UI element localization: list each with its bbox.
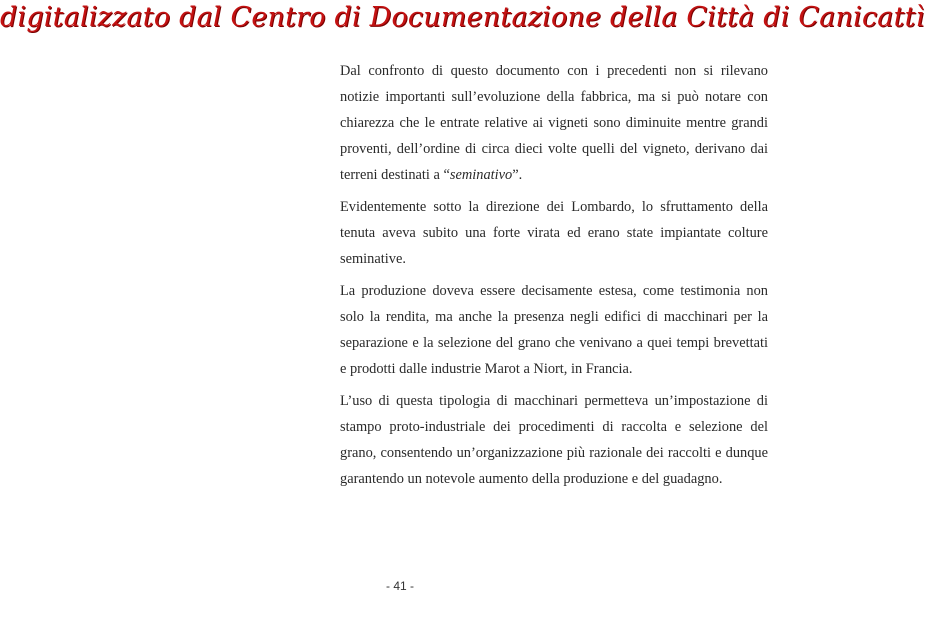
document-body: [340, 58, 768, 498]
paragraph-4: L’uso di questa tipologia di macchinari permetteva un’impostazione di stampo proto-industriale dei procedimenti di raccolta e selezione del grano, consentendo un’organizzazione più razionale dei raccolti e dunque garantendo un notevole aumento della produzione e del guadagno.: [340, 393, 768, 487]
paragraph-3: La produzione doveva essere decisamente estesa, come testimonia non solo la rendita, ma anche la presenza negli edifici di macchinari per la separazione e la selezione del grano che venivano a quei tempi brevettati e prodotti dalle industrie Marot a Niort, in Francia.: [340, 283, 768, 377]
paragraph-2: Evidentemente sotto la direzione dei Lombardo, lo sfruttamento della tenuta aveva subito una forte virata ed erano state impiantate colture seminative.: [340, 199, 768, 267]
paragraph-1-text: Dal confronto di questo documento con i precedenti non si rilevano notizie importanti sull’evoluzione della fabbrica, ma si può notare con chiarezza che le entrate relative ai vigneti sono diminuite mentre grandi proventi, dell’ordine di circa dieci volte quelli del vigneto, derivano dai terreni destinati a “: [340, 63, 768, 183]
paragraph-1-end: ”.: [512, 167, 523, 183]
digitization-watermark: digitalizzato dal Centro di Documentazione della Città di Canicattì: [0, 2, 925, 33]
paragraph-1: [340, 58, 768, 188]
paragraph-1-italic-term: seminativo: [449, 167, 513, 183]
page-number: - 41 -: [385, 579, 414, 593]
